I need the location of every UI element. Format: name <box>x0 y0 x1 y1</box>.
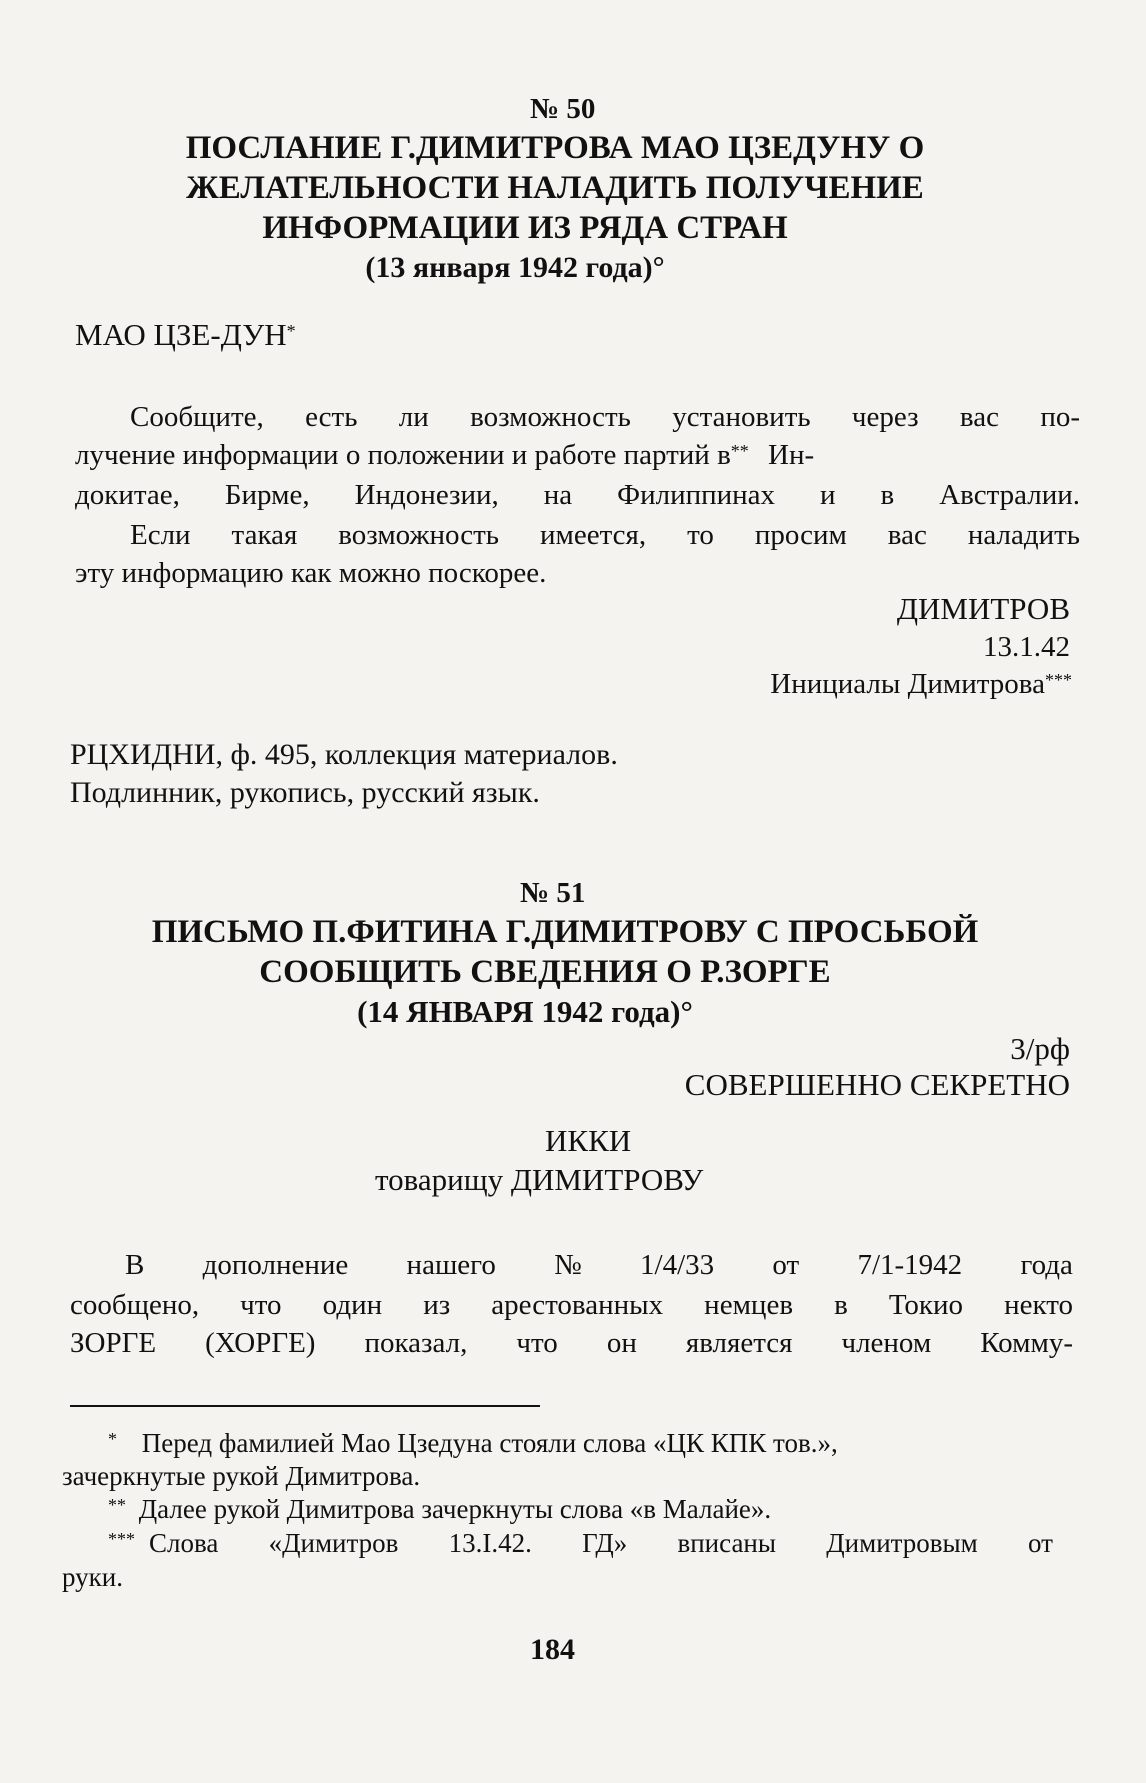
word: ГД» <box>582 1528 628 1558</box>
body-text: Ин- <box>760 439 815 471</box>
footnote-3-start <box>108 1527 218 1559</box>
footnote-ref: * <box>286 321 296 341</box>
doc51-addressee: товарищу ДИМИТРОВУ <box>375 1162 704 1197</box>
footnote-3-cont: руки. <box>62 1562 123 1592</box>
doc51-title <box>60 912 1070 1032</box>
footnote-text: Далее рукой Димитрова зачеркнуты слова «в Малайе». <box>138 1494 772 1524</box>
footnote-ref: *** <box>1045 670 1072 690</box>
doc50-signature: ДИМИТРОВ <box>896 591 1070 626</box>
doc50-body-line: эту информацию как можно поскорее. <box>75 557 547 589</box>
word: Димитровым <box>826 1528 978 1558</box>
doc50-body-line: докитае, Бирме, Индонезии, на Филиппинах и в Австралии. <box>75 479 1080 511</box>
doc51-body-line <box>70 1326 1073 1360</box>
doc51-number: № 51 <box>520 877 586 909</box>
initials-text: Инициалы Димитрова <box>770 668 1045 700</box>
doc50-title <box>60 128 1050 288</box>
doc51-body-line <box>125 1248 1073 1282</box>
doc51-classification: СОВЕРШЕННО СЕКРЕТНО <box>684 1067 1070 1102</box>
addressee-name: МАО ЦЗЕ-ДУН <box>75 317 287 352</box>
footnote-text: Перед фамилией Мао Цзедуна стояли слова «ЦК КПК тов.», <box>141 1428 838 1458</box>
doc50-title-line: (13 января 1942 года)° <box>365 251 665 284</box>
body-text: лучение информации о положении и работе партий в <box>75 439 731 471</box>
word: что <box>516 1327 558 1359</box>
doc51-ref: 3/рф <box>1010 1031 1070 1066</box>
footnote-3 <box>108 1527 1053 1559</box>
doc50-source-format: Подлинник, рукопись, русский язык. <box>70 776 540 809</box>
word: Комму- <box>980 1327 1073 1359</box>
word: от <box>1028 1528 1053 1558</box>
word: вписаны <box>677 1528 777 1558</box>
doc50-title-line: ЖЕЛАТЕЛЬНОСТИ НАЛАДИТЬ ПОЛУЧЕНИЕ <box>186 170 924 206</box>
doc51-title-line: ПИСЬМО П.ФИТИНА Г.ДИМИТРОВУ С ПРОСЬБОЙ <box>151 914 979 950</box>
doc50-title-line: ИНФОРМАЦИИ ИЗ РЯДА СТРАН <box>262 210 788 246</box>
doc50-body-line: Если такая возможность имеется, то просим вас наладить <box>130 519 1080 551</box>
doc50-body-line: Сообщите, есть ли возможность установить через вас по- <box>130 401 1080 433</box>
word: от <box>772 1249 800 1281</box>
word: (ХОРГЕ) <box>205 1327 316 1359</box>
doc51-body-line: сообщено, что один из арестованных немцев в Токио некто <box>70 1289 1073 1321</box>
footnote-1 <box>108 1427 838 1459</box>
word: ЗОРГЕ <box>70 1327 157 1359</box>
doc50-addressee <box>75 318 296 352</box>
word: нашего <box>406 1249 496 1281</box>
footnote-mark: * <box>108 1429 117 1449</box>
word: 13.I.42. <box>448 1528 532 1558</box>
word: 7/1-1942 <box>857 1249 963 1281</box>
footnote-ref: ** <box>730 441 749 461</box>
doc50-source: РЦХИДНИ, ф. 495, коллекция материалов. <box>70 738 618 771</box>
doc50-date: 13.1.42 <box>983 631 1070 663</box>
word: показал, <box>364 1327 468 1359</box>
word: года <box>1020 1249 1073 1281</box>
word: № <box>554 1249 582 1281</box>
word: «Димитров <box>268 1528 399 1558</box>
word: В <box>125 1249 145 1281</box>
word: 1/4/33 <box>640 1249 715 1281</box>
word: он <box>606 1327 637 1359</box>
doc50-initials <box>500 667 1072 701</box>
page-number: 184 <box>530 1633 575 1666</box>
word: дополнение <box>202 1249 349 1281</box>
doc50-title-line: ПОСЛАНИЕ Г.ДИМИТРОВА МАО ЦЗЕДУНУ О <box>185 130 925 166</box>
doc50-body-line <box>75 438 1080 472</box>
word: является <box>685 1327 793 1359</box>
word: Слова <box>149 1528 219 1558</box>
doc51-org: ИККИ <box>545 1123 632 1158</box>
footnote-1-cont: зачеркнутые рукой Димитрова. <box>62 1461 421 1491</box>
footnote-mark: ** <box>108 1495 126 1515</box>
footnote-2 <box>108 1493 771 1525</box>
word: членом <box>841 1327 932 1359</box>
doc51-title-line: (14 ЯНВАРЯ 1942 года)° <box>357 994 693 1029</box>
footnote-mark: *** <box>108 1529 135 1549</box>
doc51-title-line: СООБЩИТЬ СВЕДЕНИЯ О Р.ЗОРГЕ <box>259 954 831 990</box>
footnote-divider <box>70 1405 540 1407</box>
doc50-number: № 50 <box>530 93 596 125</box>
